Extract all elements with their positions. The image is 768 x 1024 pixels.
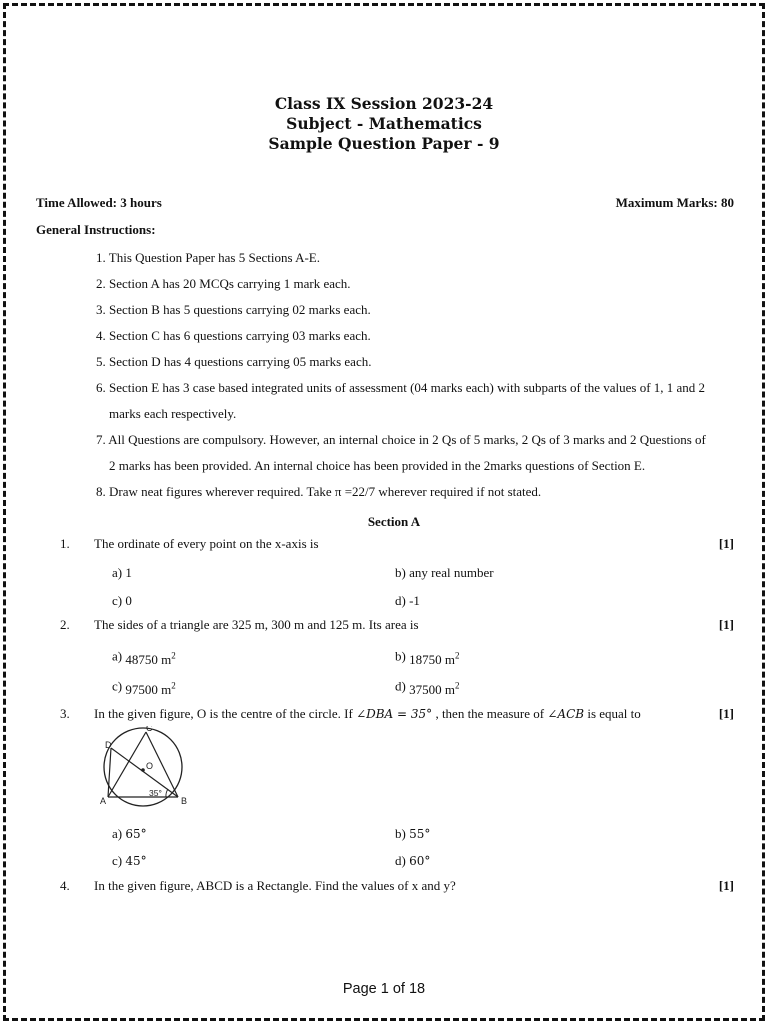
instruction-list xyxy=(96,245,736,505)
general-instructions-heading: General Instructions: xyxy=(36,222,156,237)
label-o: O xyxy=(146,761,154,771)
circle-outline xyxy=(104,728,182,806)
exponent: 2 xyxy=(171,651,176,661)
q1-marks: [1] xyxy=(718,536,734,551)
maximum-marks: Maximum Marks: 80 xyxy=(615,195,734,210)
instruction-item: 1. This Question Paper has 5 Sections A-E. xyxy=(96,250,320,265)
q4-number: 4. xyxy=(60,878,70,893)
q1-text: The ordinate of every point on the x-axis is xyxy=(94,536,319,551)
q3-text xyxy=(94,706,641,722)
exponent: 2 xyxy=(171,681,176,691)
option-label: a) xyxy=(112,648,123,664)
label-b: B xyxy=(181,796,188,806)
q2-marks: [1] xyxy=(718,617,734,632)
q2-number: 2. xyxy=(60,617,70,632)
option-label: c) xyxy=(112,678,123,694)
option-label: d) xyxy=(395,678,406,694)
instruction-item: 8. Draw neat figures wherever required. Take π =22/7 wherever required if not stated. xyxy=(96,484,542,499)
option-value xyxy=(409,682,459,697)
option-label: b) xyxy=(395,648,406,664)
option-value xyxy=(125,652,175,667)
q3-option-a xyxy=(112,826,147,842)
instruction-item-continued: marks each respectively. xyxy=(109,406,237,421)
option-label: d) xyxy=(395,853,410,868)
angle-acb: ∠ACB xyxy=(547,707,585,721)
paper-class-title: Class IX Session 2023-24 xyxy=(274,94,494,113)
q4-marks: [1] xyxy=(718,878,734,893)
instruction-item: 2. Section A has 20 MCQs carrying 1 mark each. xyxy=(96,276,351,291)
q2-option-a xyxy=(112,647,176,668)
q3-option-b xyxy=(395,826,430,842)
exponent: 2 xyxy=(454,651,460,661)
q2-text: The sides of a triangle are 325 m, 300 m and 125 m. Its area is xyxy=(94,617,419,632)
q1-option-c: c) 0 xyxy=(112,593,132,608)
option-label: a) xyxy=(112,826,126,841)
q3-number: 3. xyxy=(60,706,70,721)
centre-point xyxy=(141,768,145,772)
option-value xyxy=(409,652,459,667)
instruction-item: 5. Section D has 4 questions carrying 05 marks each. xyxy=(96,354,372,369)
instruction-item-continued: 2 marks has been provided. An internal choice has been provided in the 2marks questions of Section E. xyxy=(109,458,646,473)
q1-number: 1. xyxy=(60,536,70,551)
angle-label: 35° xyxy=(149,788,162,798)
option-label: c) xyxy=(112,853,126,868)
label-c: C xyxy=(146,726,153,733)
q2-option-d xyxy=(395,677,460,698)
area-value: 18750 m xyxy=(409,652,455,668)
section-a-heading: Section A xyxy=(367,514,421,529)
q2-option-b xyxy=(395,647,460,668)
q3-marks: [1] xyxy=(718,706,734,721)
area-value: 48750 m xyxy=(125,652,172,668)
q1-option-b: b) any real number xyxy=(395,565,494,580)
paper-subject-title: Subject - Mathematics xyxy=(286,114,482,133)
option-label: b) xyxy=(395,826,410,841)
circle-figure xyxy=(96,726,192,808)
option-value: 60° xyxy=(409,854,431,868)
q4-text: In the given figure, ABCD is a Rectangle. Find the values of x and y? xyxy=(94,878,456,893)
angle-dba: ∠DBA = 35° xyxy=(356,707,433,721)
q3-text-start: In the given figure, O is the centre of the circle. If xyxy=(94,706,357,721)
time-allowed: Time Allowed: 3 hours xyxy=(36,195,162,210)
page-number: Page 1 of 18 xyxy=(342,981,426,997)
area-value: 37500 m xyxy=(409,682,455,698)
q1-option-a: a) 1 xyxy=(112,565,132,580)
q3-option-c xyxy=(112,853,147,869)
q3-text-middle: , then the measure of xyxy=(432,706,548,721)
instruction-item: 3. Section B has 5 questions carrying 02 marks each. xyxy=(96,302,371,317)
angle-arc xyxy=(166,789,168,797)
label-a: A xyxy=(100,796,107,806)
option-value: 65° xyxy=(125,827,147,841)
q3-text-end: is equal to xyxy=(584,706,641,721)
option-value xyxy=(125,682,175,697)
instruction-item: 7. All Questions are compulsory. However, an internal choice in 2 Qs of 5 marks, 2 Qs of 3 marks and 2 Questions of xyxy=(96,432,706,447)
label-d: D xyxy=(105,740,112,750)
instruction-item: 6. Section E has 3 case based integrated units of assessment (04 marks each) with subparts of the values of 1, 1 and 2 xyxy=(96,380,706,395)
exponent: 2 xyxy=(454,681,460,691)
q3-option-d xyxy=(395,853,430,869)
q2-option-c xyxy=(112,677,176,698)
option-value: 55° xyxy=(409,827,431,841)
option-value: 45° xyxy=(125,854,147,868)
paper-name-title: Sample Question Paper - 9 xyxy=(268,134,500,153)
area-value: 97500 m xyxy=(125,682,172,698)
instruction-item: 4. Section C has 6 questions carrying 03 marks each. xyxy=(96,328,371,343)
q1-option-d: d) -1 xyxy=(395,593,420,608)
